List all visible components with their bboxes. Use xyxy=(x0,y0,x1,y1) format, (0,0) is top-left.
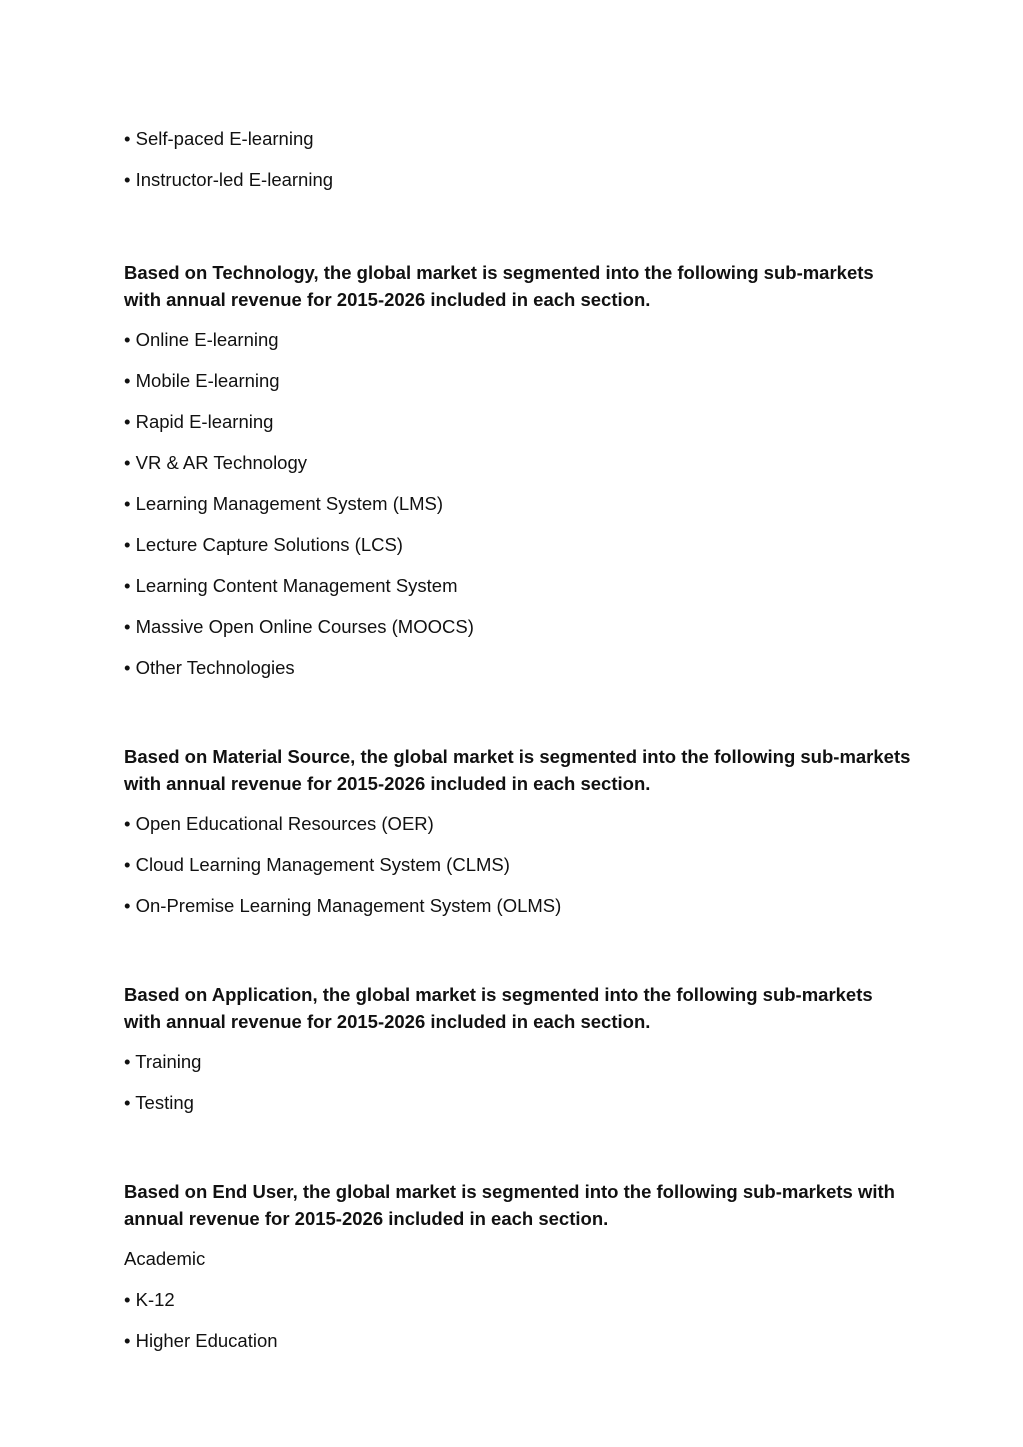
list-item: • Massive Open Online Courses (MOOCS) xyxy=(124,616,474,637)
document-page xyxy=(124,118,914,1361)
section-heading-application: Based on Application, the global market is segmented into the following sub-markets with annual revenue for 2015-2026 included in each section. xyxy=(124,984,873,1032)
application-list xyxy=(124,1041,914,1123)
list-item: • Training xyxy=(124,1051,202,1072)
list-item: • K-12 xyxy=(124,1289,175,1310)
material-source-list xyxy=(124,803,914,926)
list-item: • Higher Education xyxy=(124,1330,278,1351)
list-item: • Cloud Learning Management System (CLMS) xyxy=(124,854,510,875)
list-item: • Other Technologies xyxy=(124,657,295,678)
intro-list xyxy=(124,118,914,200)
list-item: • Learning Content Management System xyxy=(124,575,458,596)
list-subheading: Academic xyxy=(124,1248,206,1269)
list-item: • Instructor-led E-learning xyxy=(124,169,334,190)
list-item: • Online E-learning xyxy=(124,329,279,350)
list-item: • Mobile E-learning xyxy=(124,370,280,391)
end-user-list xyxy=(124,1238,914,1361)
list-item: • Testing xyxy=(124,1092,194,1113)
list-item: • VR & AR Technology xyxy=(124,452,308,473)
section-heading-technology: Based on Technology, the global market is segmented into the following sub-markets with annual revenue for 2015-2026 included in each section. xyxy=(124,262,874,310)
list-item: • Open Educational Resources (OER) xyxy=(124,813,434,834)
list-item: • Self-paced E-learning xyxy=(124,128,314,149)
list-item: • Rapid E-learning xyxy=(124,411,274,432)
list-item: • On-Premise Learning Management System (OLMS) xyxy=(124,895,562,916)
technology-list xyxy=(124,319,914,688)
section-heading-material-source: Based on Material Source, the global market is segmented into the following sub-markets with annual revenue for 2015-2026 included in each section. xyxy=(124,746,911,794)
list-item: • Lecture Capture Solutions (LCS) xyxy=(124,534,403,555)
list-item: • Learning Management System (LMS) xyxy=(124,493,444,514)
section-heading-end-user: Based on End User, the global market is segmented into the following sub-markets with annual revenue for 2015-2026 included in each section. xyxy=(124,1181,895,1229)
